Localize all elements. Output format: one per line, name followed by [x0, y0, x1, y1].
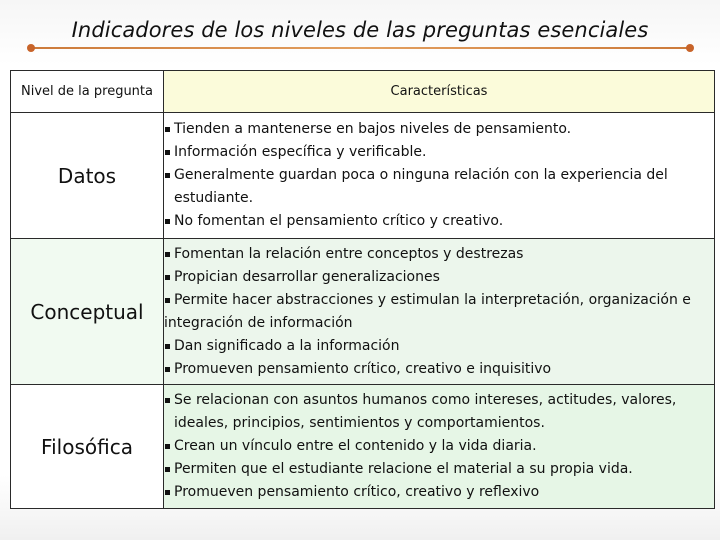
level-cell-conceptual: Conceptual	[11, 239, 164, 385]
characteristics-list	[164, 118, 714, 233]
title-underline	[30, 47, 690, 49]
list-item: Tienden a mantenerse en bajos niveles de pensamiento.	[164, 118, 714, 141]
slide-title: Indicadores de los niveles de las preguntas esenciales	[71, 18, 649, 42]
header-level: Nivel de la pregunta	[11, 71, 164, 113]
list-item: Información específica y verificable.	[164, 141, 714, 164]
list-item: Promueven pensamiento crítico, creativo y reflexivo	[164, 481, 714, 504]
indicators-table	[10, 70, 715, 509]
list-item: Generalmente guardan poca o ninguna relación con la experiencia del estudiante.	[164, 164, 714, 210]
characteristics-cell-conceptual	[164, 239, 715, 385]
list-item-continuation: integración de información	[164, 314, 353, 331]
list-item: Permite hacer abstracciones y estimulan la interpretación, organización e	[164, 289, 714, 312]
level-cell-filosofica: Filosófica	[11, 385, 164, 509]
list-item: No fomentan el pensamiento crítico y creativo.	[164, 210, 714, 233]
list-item: Permiten que el estudiante relacione el material a su propia vida.	[164, 458, 714, 481]
table-row-datos	[11, 113, 715, 239]
table-row-conceptual	[11, 239, 715, 385]
characteristics-cell-datos	[164, 113, 715, 239]
list-item: Dan significado a la información	[164, 335, 714, 358]
underline-right-dot	[686, 44, 694, 52]
list-item: Fomentan la relación entre conceptos y destrezas	[164, 243, 714, 266]
list-item: Promueven pensamiento crítico, creativo e inquisitivo	[164, 358, 714, 381]
table-row-filosofica	[11, 385, 715, 509]
list-item: Crean un vínculo entre el contenido y la vida diaria.	[164, 435, 714, 458]
list-item: Propician desarrollar generalizaciones	[164, 266, 714, 289]
level-cell-datos: Datos	[11, 113, 164, 239]
header-characteristics: Características	[164, 71, 715, 113]
characteristics-list	[164, 389, 714, 504]
underline-left-dot	[27, 44, 35, 52]
table-header-row	[11, 71, 715, 113]
characteristics-list	[164, 243, 714, 381]
characteristics-cell-filosofica	[164, 385, 715, 509]
list-item: Se relacionan con asuntos humanos como intereses, actitudes, valores, ideales, principios, sentimientos y comportamientos.	[164, 389, 714, 435]
